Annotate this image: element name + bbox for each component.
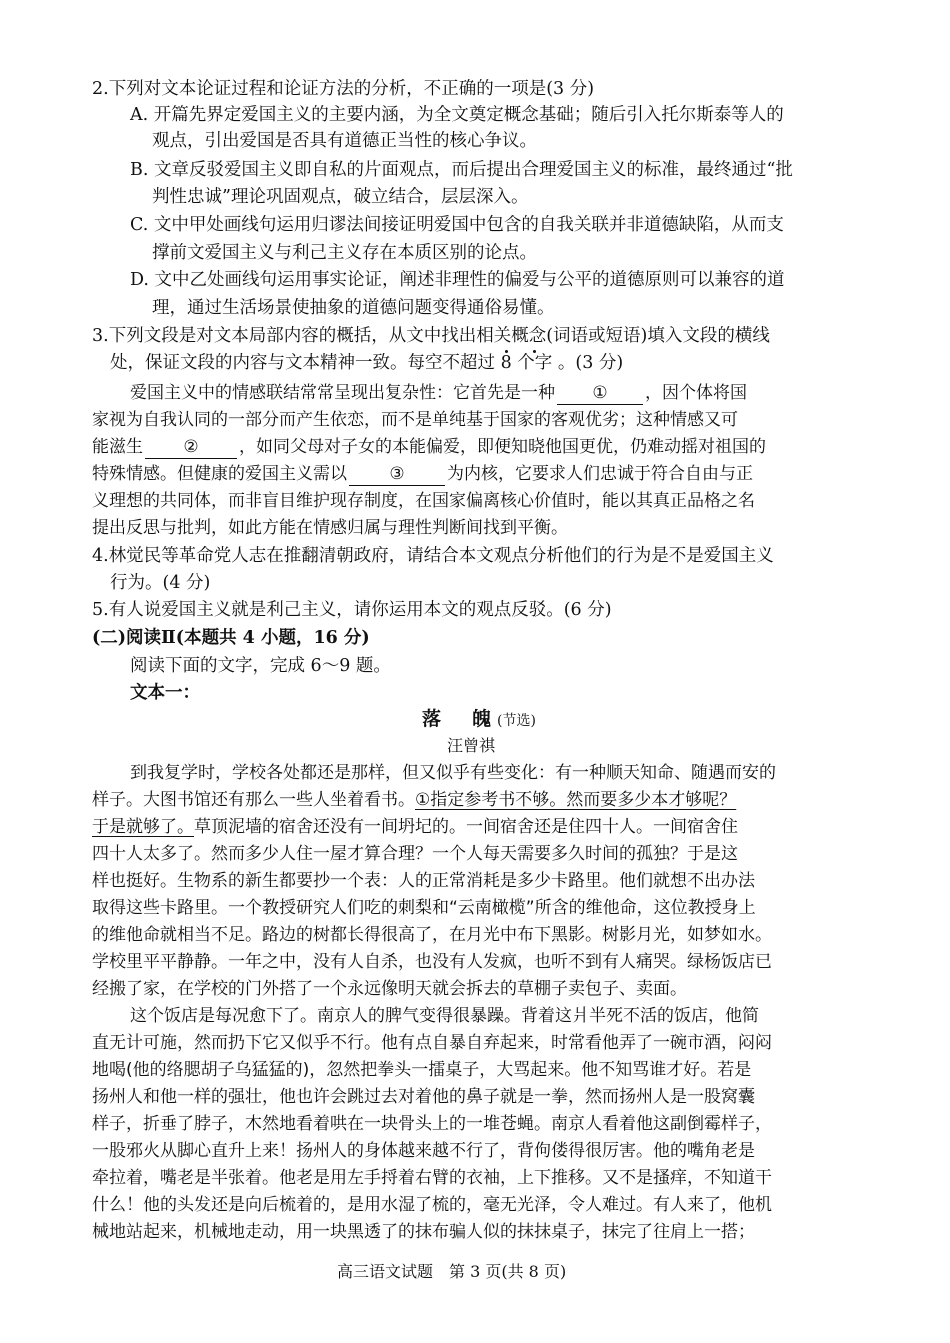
article-line: 样也挺好。生物系的新生都要抄一个表：人的正常消耗是多少卡路里。他们就想不出办法: [92, 871, 755, 891]
page-footer: 高三语文试题 第 3 页(共 8 页): [337, 1262, 567, 1281]
article-line: 一股邪火从脚心直升上来！扬州人的身体越来越不行了，背佝偻得很厉害。他的嘴角老是: [92, 1141, 755, 1161]
article-text: 草顶泥墙的宿舍还没有一间坍圮的。一间宿舍还是住四十人。一间宿舍住: [194, 817, 738, 837]
article-text: 样子。大图书馆还有那么一些人坐着看书。: [92, 790, 415, 810]
q3-passage-line3: [92, 434, 766, 460]
text-one-label: 文本一：: [130, 683, 200, 703]
q3-passage-text: 爱国主义中的情感联结常常呈现出复杂性：它首先是一种: [130, 383, 555, 403]
q2-option-b-line1: B. 文章反驳爱国主义即自私的片面观点，而后提出合理爱国主义的标准，最终通过“批: [130, 160, 793, 180]
article-line: [92, 787, 736, 813]
article-line: [92, 814, 738, 840]
q3-passage-text: ，因个体将国: [645, 383, 747, 403]
article-line: 地喝(他的络腮胡子乌猛猛的)，忽然把拳头一擂桌子，大骂起来。他不知骂谁才好。若是: [92, 1060, 752, 1080]
blank-3[interactable]: ③: [349, 463, 445, 486]
article-line: 什么！他的头发还是向后梳着的，是用水湿了梳的，毫无光泽，令人难过。有人来了，他机: [92, 1195, 772, 1215]
q2-option-d-line2: 理，通过生活场景使抽象的道德问题变得通俗易懂。: [152, 298, 555, 318]
q3-stem-line1: 3.下列文段是对文本局部内容的概括，从文中找出相关概念(词语或短语)填入文段的横线: [92, 326, 770, 346]
article-line: 学校里平平静静。一年之中，没有人自杀，也没有人发疯，也听不到有人痛哭。绿杨饭店已: [92, 952, 772, 972]
q3-passage-text: ，如同父母对子女的本能偏爱，即便知晓他国更优，仍难动摇对祖国的: [239, 437, 766, 457]
article-title-text: 落 魄: [422, 708, 498, 730]
section-heading: (二)阅读Ⅱ(本题共 4 小题，16 分): [92, 628, 370, 648]
q3-passage-line5: 义理想的共同体，而非盲目维护现存制度，在国家偏离核心价值时，能以其真正品格之名: [92, 491, 755, 511]
article-line: 械地站起来，机械地走动，用一块黑透了的抹布骗人似的抹抹桌子，抹完了往肩上一搭；: [92, 1222, 755, 1242]
article-line: 取得这些卡路里。一个教授研究人们吃的刺梨和“云南橄榄”所含的维他命，这位教授身上: [92, 898, 756, 918]
q3-passage-line6: 提出反思与批判，如此方能在情感归属与理性判断间找到平衡。: [92, 518, 568, 538]
q3-passage-line4: [92, 461, 753, 487]
underlined-sentence-1: ①指定参考书不够。然而要多少本才够呢？: [415, 790, 737, 810]
article-line: 样子，折垂了脖子，木然地看着哄在一块骨头上的一堆苍蝇。南京人看着他这副倒霉样子，: [92, 1114, 772, 1134]
article-title: [422, 706, 536, 734]
article-line: 扬州人和他一样的强壮，他也许会跳过去对着他的鼻子就是一拳，然而扬州人是一股窝囊: [92, 1087, 755, 1107]
q3-passage-text: 为内核，它要求人们忠诚于符合自由与正: [447, 464, 753, 484]
q3-emphasis-unit: 个字: [517, 353, 553, 373]
q3-emphasis-number: 8: [500, 353, 512, 373]
q3-stem-text: 处，保证文段的内容与文本精神一致。每空不超过: [110, 353, 495, 373]
q2-option-d-line1: D. 文中乙处画线句运用事实论证，阐述非理性的偏爱与公平的道德原则可以兼容的道: [130, 270, 785, 290]
q2-option-a-line1: A. 开篇先界定爱国主义的主要内涵，为全文奠定概念基础；随后引入托尔斯泰等人的: [130, 105, 784, 125]
underlined-sentence-1-end: 于是就够了。: [92, 817, 194, 837]
q2-stem: 2.下列对文本论证过程和论证方法的分析，不正确的一项是(3 分): [92, 79, 595, 99]
q3-passage-text: 能滋生: [92, 437, 143, 457]
article-line: 直无计可施，然而扔下它又似乎不行。他有点自暴自弃起来，时常看他弄了一碗市酒，闷闷: [92, 1033, 772, 1053]
article-line: 这个饭店是每况愈下了。南京人的脾气变得很暴躁。背着这爿半死不活的饭店，他简: [130, 1006, 759, 1026]
q3-passage-text: 特殊情感。但健康的爱国主义需以: [92, 464, 347, 484]
article-line: 到我复学时，学校各处都还是那样，但又似乎有些变化：有一种顺天知命、随遇而安的: [130, 763, 776, 783]
q3-stem-line2: [110, 350, 623, 376]
q2-option-c-line1: C. 文中甲处画线句运用归谬法间接证明爱国中包含的自我关联并非道德缺陷，从而支: [130, 215, 784, 235]
q3-points: 。(3 分): [557, 353, 624, 373]
q2-option-c-line2: 撑前文爱国主义与利己主义存在本质区别的论点。: [152, 243, 537, 263]
q4-line2: 行为。(4 分): [110, 573, 211, 593]
section-instruction: 阅读下面的文字，完成 6～9 题。: [130, 656, 391, 676]
article-line: 的维他命就相当不足。路边的树都长得很高了，在月光中布下黑影。树影月光，如梦如水。: [92, 925, 772, 945]
blank-1[interactable]: ①: [557, 382, 643, 405]
q3-passage-line2: 家视为自我认同的一部分而产生依恋，而不是单纯基于国家的客观优劣；这种情感又可: [92, 410, 738, 430]
q4-line1: 4.林觉民等革命党人志在推翻清朝政府，请结合本文观点分析他们的行为是不是爱国主义: [92, 546, 774, 566]
article-line: 牵拉着，嘴老是半张着。他老是用左手捋着右臂的衣袖，上下推移。又不是搔痒，不知道干: [92, 1168, 772, 1188]
article-author: 汪曾祺: [447, 736, 496, 755]
blank-2[interactable]: ②: [145, 436, 237, 459]
article-line: 经搬了家，在学校的门外搭了一个永远像明天就会拆去的草棚子卖包子、卖面。: [92, 979, 687, 999]
q2-option-b-line2: 判性忠诚”理论巩固观点，破立结合，层层深入。: [152, 187, 529, 207]
article-line: 四十人太多了。然而多少人住一屋才算合理？一个人每天需要多久时间的孤独？于是这: [92, 844, 738, 864]
q3-passage-line1: [130, 380, 747, 406]
q5-line1: 5.有人说爱国主义就是利己主义，请你运用本文的观点反驳。(6 分): [92, 600, 612, 620]
q2-option-a-line2: 观点，引出爱国是否具有道德正当性的核心争议。: [152, 131, 537, 151]
article-title-note: (节选): [497, 713, 536, 729]
